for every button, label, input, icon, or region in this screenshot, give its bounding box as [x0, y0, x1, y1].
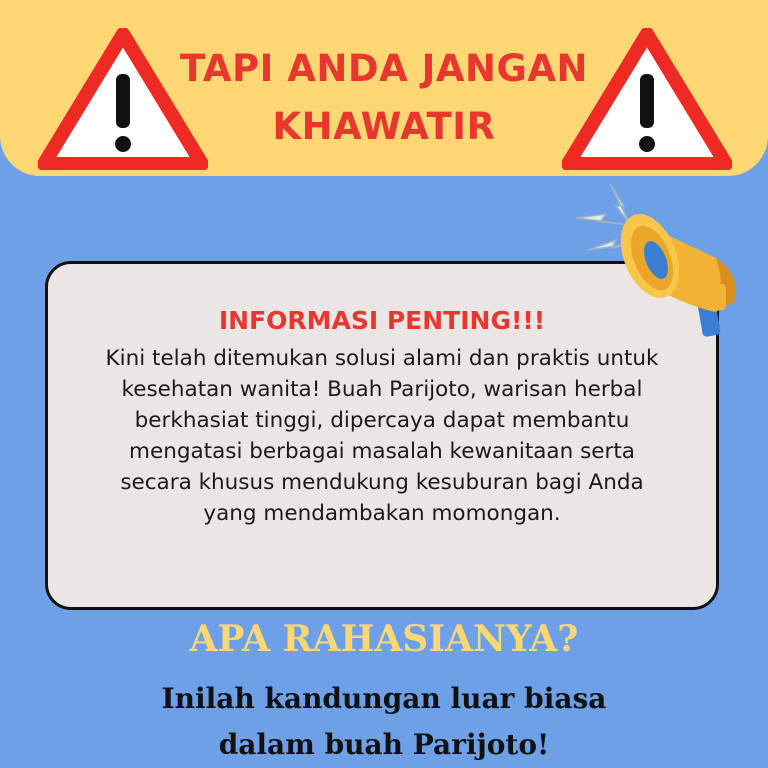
card-body — [60, 343, 704, 529]
secret-subheading-line: Inilah kandungan luar biasa — [161, 682, 607, 715]
card-body-line: yang mendambakan momongan. — [203, 501, 561, 526]
headline-line-2: KHAWATIR — [272, 105, 496, 148]
secret-subheading-line: dalam buah Parijoto! — [218, 728, 550, 761]
headline — [150, 40, 618, 156]
warning-triangle-icon — [562, 28, 732, 170]
headline-line-1: TAPI ANDA JANGAN — [180, 47, 588, 90]
card-body-line: secara khusus mendukung kesuburan bagi Anda — [120, 470, 644, 495]
card-body-line: mengatasi berbagai masalah kewanitaan serta — [129, 439, 635, 464]
card-title: INFORMASI PENTING!!! — [218, 306, 546, 335]
secret-subheading — [0, 676, 768, 768]
header-banner — [0, 0, 768, 176]
secret-heading: APA RAHASIANYA? — [189, 618, 579, 660]
card-body-line: kesehatan wanita! Buah Parijoto, warisan herbal — [121, 377, 643, 402]
card-body-line: Kini telah ditemukan solusi alami dan praktis untuk — [105, 346, 659, 371]
megaphone-icon — [566, 180, 752, 340]
card-body-line: berkhasiat tinggi, dipercaya dapat membantu — [134, 408, 630, 433]
